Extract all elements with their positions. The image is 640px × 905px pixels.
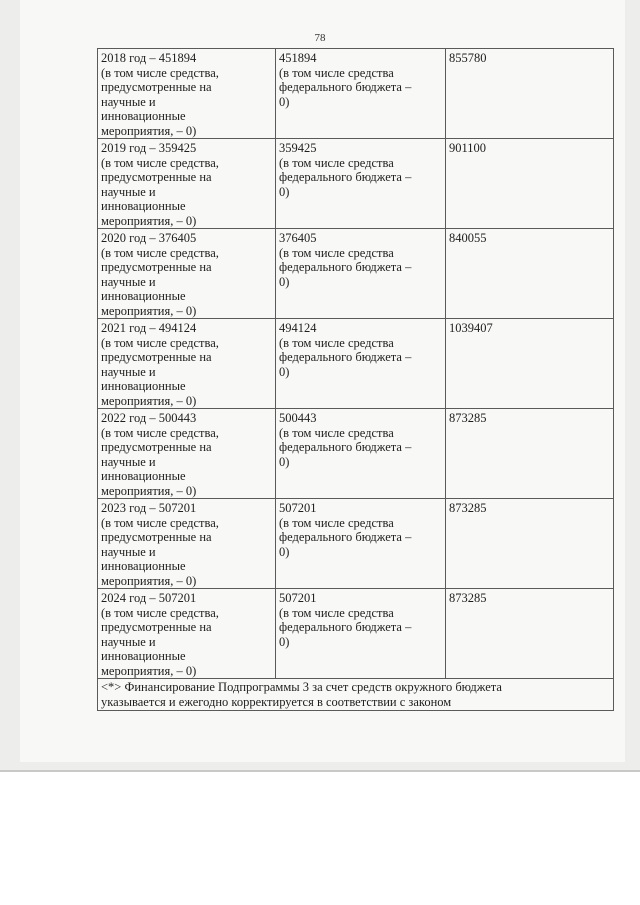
year-total-cell [98, 319, 276, 409]
federal-budget-line: федерального бюджета – [279, 350, 412, 364]
year-total-line: 2019 год – 359425 [101, 141, 197, 155]
year-total-line: предусмотренные на [101, 260, 212, 274]
federal-budget-cell [276, 499, 446, 589]
district-budget-value: 873285 [449, 591, 487, 605]
district-budget-cell [446, 589, 614, 679]
federal-budget-cell [276, 229, 446, 319]
year-total-cell [98, 499, 276, 589]
federal-budget-line: (в том числе средства [279, 245, 394, 260]
year-total-line: мероприятия, – 0) [101, 393, 197, 408]
year-total-line: (в том числе средства, [101, 605, 219, 620]
year-total-line: предусмотренные на [101, 350, 212, 364]
year-total-line: (в том числе средства, [101, 245, 219, 260]
year-total-line: научные и [101, 184, 156, 199]
year-total-line: предусмотренные на [101, 440, 212, 454]
year-total-line: 2018 год – 451894 [101, 51, 197, 65]
federal-budget-line: (в том числе средства [279, 515, 394, 530]
year-total-line: мероприятия, – 0) [101, 123, 197, 138]
year-total-line: мероприятия, – 0) [101, 303, 197, 318]
year-total-line: (в том числе средства, [101, 335, 219, 350]
federal-budget-line: 359425 [279, 141, 317, 155]
year-total-line: инновационные [101, 199, 186, 213]
year-total-line: (в том числе средства, [101, 65, 219, 80]
year-total-line: научные и [101, 454, 156, 469]
year-total-line: (в том числе средства, [101, 425, 219, 440]
funding-table-body [98, 49, 614, 679]
footnote-line: <*> Финансирование Подпрограммы 3 за счет средств окружного бюджета [101, 680, 502, 694]
district-budget-value: 873285 [449, 501, 487, 515]
year-total-line: мероприятия, – 0) [101, 483, 197, 498]
federal-budget-line: федерального бюджета – [279, 530, 412, 544]
year-total-cell [98, 49, 276, 139]
year-total-line: научные и [101, 94, 156, 109]
year-total-cell [98, 229, 276, 319]
year-total-line: предусмотренные на [101, 530, 212, 544]
year-total-line: инновационные [101, 379, 186, 393]
district-budget-value: 873285 [449, 411, 487, 425]
table-row [98, 319, 614, 409]
federal-budget-line: (в том числе средства [279, 155, 394, 170]
district-budget-value: 901100 [449, 141, 487, 155]
footnote-line: указывается и ежегодно корректируется в соответствии с законом [101, 694, 452, 709]
federal-budget-line: (в том числе средства [279, 65, 394, 80]
district-budget-cell [446, 139, 614, 229]
funding-table [97, 48, 614, 711]
federal-budget-line: 494124 [279, 321, 317, 335]
federal-budget-cell [276, 49, 446, 139]
year-total-line: инновационные [101, 559, 186, 573]
year-total-cell [98, 139, 276, 229]
table-row [98, 49, 614, 139]
year-total-line: мероприятия, – 0) [101, 573, 197, 588]
table-row [98, 229, 614, 319]
table-row [98, 409, 614, 499]
federal-budget-line: 0) [279, 94, 290, 109]
federal-budget-line: 507201 [279, 501, 317, 515]
federal-budget-line: федерального бюджета – [279, 260, 412, 274]
year-total-line: 2023 год – 507201 [101, 501, 197, 515]
district-budget-cell [446, 229, 614, 319]
federal-budget-line: 0) [279, 184, 290, 199]
federal-budget-line: 0) [279, 274, 290, 289]
district-budget-cell [446, 499, 614, 589]
federal-budget-cell [276, 139, 446, 229]
federal-budget-cell [276, 409, 446, 499]
year-total-line: научные и [101, 364, 156, 379]
footnote-row [98, 679, 614, 711]
year-total-line: предусмотренные на [101, 170, 212, 184]
federal-budget-line: федерального бюджета – [279, 170, 412, 184]
federal-budget-cell [276, 319, 446, 409]
year-total-line: (в том числе средства, [101, 155, 219, 170]
year-total-line: мероприятия, – 0) [101, 213, 197, 228]
federal-budget-cell [276, 589, 446, 679]
year-total-line: инновационные [101, 289, 186, 303]
year-total-line: (в том числе средства, [101, 515, 219, 530]
district-budget-cell [446, 49, 614, 139]
year-total-line: мероприятия, – 0) [101, 663, 197, 678]
district-budget-value: 855780 [449, 51, 487, 65]
year-total-line: инновационные [101, 469, 186, 483]
district-budget-cell [446, 319, 614, 409]
year-total-line: 2021 год – 494124 [101, 321, 197, 335]
year-total-line: предусмотренные на [101, 620, 212, 634]
federal-budget-line: 376405 [279, 231, 317, 245]
federal-budget-line: (в том числе средства [279, 425, 394, 440]
federal-budget-line: федерального бюджета – [279, 80, 412, 94]
district-budget-value: 840055 [449, 231, 487, 245]
federal-budget-line: 0) [279, 364, 290, 379]
federal-budget-line: 0) [279, 634, 290, 649]
federal-budget-line: федерального бюджета – [279, 620, 412, 634]
year-total-line: научные и [101, 544, 156, 559]
year-total-cell [98, 409, 276, 499]
year-total-line: инновационные [101, 109, 186, 123]
table-row [98, 499, 614, 589]
federal-budget-line: 451894 [279, 51, 317, 65]
federal-budget-line: 507201 [279, 591, 317, 605]
federal-budget-line: (в том числе средства [279, 335, 394, 350]
federal-budget-line: 500443 [279, 411, 317, 425]
district-budget-value: 1039407 [449, 321, 493, 335]
federal-budget-line: федерального бюджета – [279, 440, 412, 454]
page-number: 78 [314, 32, 326, 44]
year-total-line: инновационные [101, 649, 186, 663]
table-row [98, 589, 614, 679]
year-total-line: 2020 год – 376405 [101, 231, 197, 245]
year-total-line: научные и [101, 274, 156, 289]
federal-budget-line: (в том числе средства [279, 605, 394, 620]
table-row [98, 139, 614, 229]
year-total-line: 2024 год – 507201 [101, 591, 197, 605]
year-total-line: предусмотренные на [101, 80, 212, 94]
district-budget-cell [446, 409, 614, 499]
year-total-line: научные и [101, 634, 156, 649]
year-total-cell [98, 589, 276, 679]
footnote-cell [98, 679, 614, 711]
year-total-line: 2022 год – 500443 [101, 411, 197, 425]
federal-budget-line: 0) [279, 544, 290, 559]
federal-budget-line: 0) [279, 454, 290, 469]
